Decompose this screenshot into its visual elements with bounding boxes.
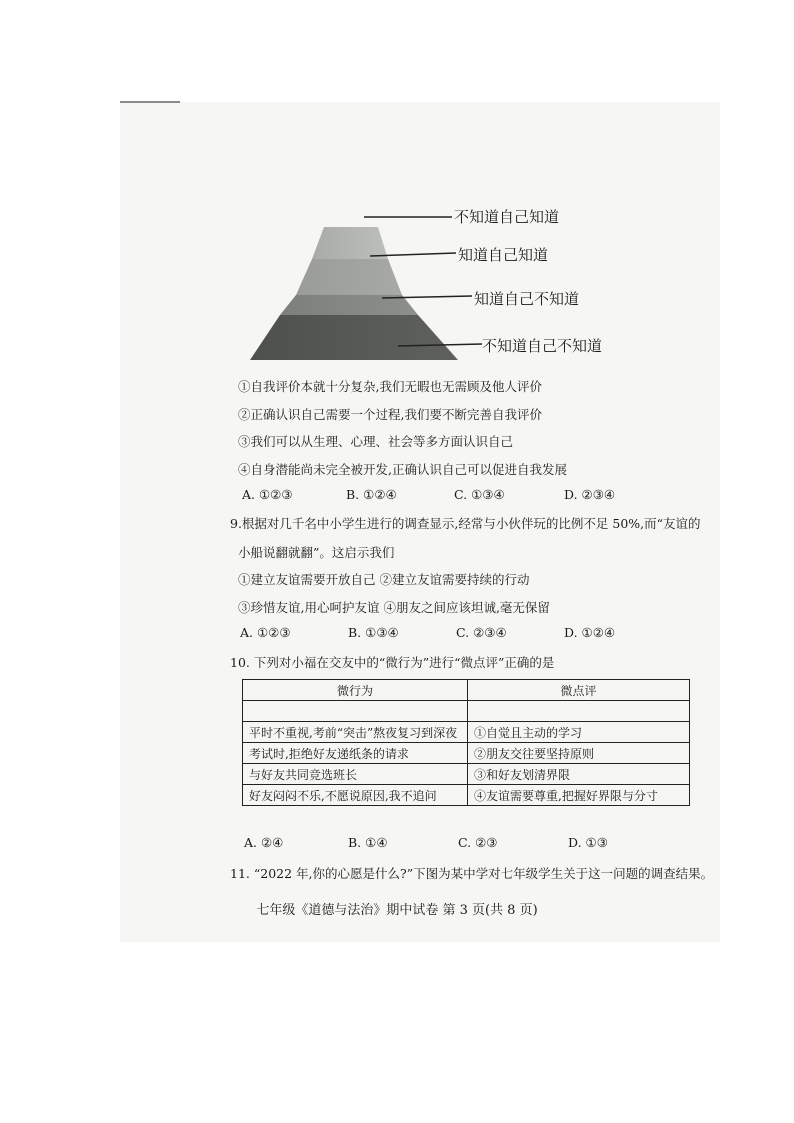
q10-comment-cell: ④友谊需要尊重,把握好界限与分寸 [468,785,690,806]
q10-stem: 10. 下列对小福在交友中的“微行为”进行“微点评”正确的是 [230,655,555,670]
q10-row [243,743,690,764]
pyramid-label-1: 不知道自己知道 [454,208,560,226]
q8-statement-3: ③我们可以从生理、心理、社会等多方面认识自己 [238,434,514,449]
q11-stem: 11. “2022 年,你的心愿是什么?”下图为某中学对七年级学生关于这一问题的调查结果。 [230,866,714,881]
q9-option-a[interactable]: A. ①②③ [240,625,291,640]
pyramid-layer-2 [296,259,402,295]
q10-option-a[interactable]: A. ②④ [244,835,284,850]
q10-empty-cell [243,701,468,722]
pyramid-layer-4 [250,315,458,360]
q10-behavior-cell: 与好友共同竞选班长 [243,764,468,785]
q9-statements-line-1: ①建立友谊需要开放自己 ②建立友谊需要持续的行动 [238,572,530,587]
q10-row [243,785,690,806]
q10-table [242,679,690,806]
q10-behavior-cell: 考试时,拒绝好友递纸条的请求 [243,743,468,764]
q9-statements-line-2: ③珍惜友谊,用心呵护友谊 ④朋友之间应该坦诚,毫无保留 [238,600,550,615]
q10-header-row [243,680,690,701]
q9-stem-line-2: 小船说翻就翻”。这启示我们 [238,545,395,560]
q10-behavior-cell: 平时不重视,考前“突击”熬夜复习到深夜 [243,722,468,743]
q10-empty-cell [468,701,690,722]
q9-option-d[interactable]: D. ①②④ [564,625,616,640]
q10-comment-cell: ③和好友划清界限 [468,764,690,785]
q8-option-b[interactable]: B. ①②④ [346,487,397,502]
q8-statement-1: ①自我评价本就十分复杂,我们无暇也无需顾及他人评价 [238,379,542,394]
q10-comment-cell: ②朋友交往要坚持原则 [468,743,690,764]
scan-edge-mark [120,101,180,103]
pyramid-label-3: 知道自己不知道 [474,290,580,308]
q10-comment-cell: ①自觉且主动的学习 [468,722,690,743]
q10-option-d[interactable]: D. ①③ [568,835,608,850]
q10-behavior-cell: 好友闷闷不乐,不愿说原因,我不追问 [243,785,468,806]
pyramid-label-2: 知道自己知道 [458,246,549,264]
q9-option-b[interactable]: B. ①③④ [348,625,399,640]
pyramid-layer-1 [312,227,388,259]
q10-option-b[interactable]: B. ①④ [348,835,388,850]
q10-empty-row [243,701,690,722]
q9-stem-line-1: 9.根据对几千名中小学生进行的调查显示,经常与小伙伴玩的比例不足 50%,而“友谊的 [230,516,701,531]
q10-option-c[interactable]: C. ②③ [458,835,498,850]
q8-option-d[interactable]: D. ②③④ [564,487,616,502]
pyramid-label-4: 不知道自己不知道 [482,337,603,355]
q10-row [243,764,690,785]
q8-option-c[interactable]: C. ①③④ [454,487,505,502]
q10-row [243,722,690,743]
page-footer: 七年级《道德与法治》期中试卷 第 3 页(共 8 页) [256,903,538,918]
q10-header-comment: 微点评 [468,680,690,701]
q9-option-c[interactable]: C. ②③④ [456,625,507,640]
q8-statement-4: ④自身潜能尚未完全被开发,正确认识自己可以促进自我发展 [238,462,567,477]
q10-header-behavior: 微行为 [243,680,468,701]
q8-statement-2: ②正确认识自己需要一个过程,我们要不断完善自我评价 [238,407,542,422]
q8-option-a[interactable]: A. ①②③ [242,487,293,502]
